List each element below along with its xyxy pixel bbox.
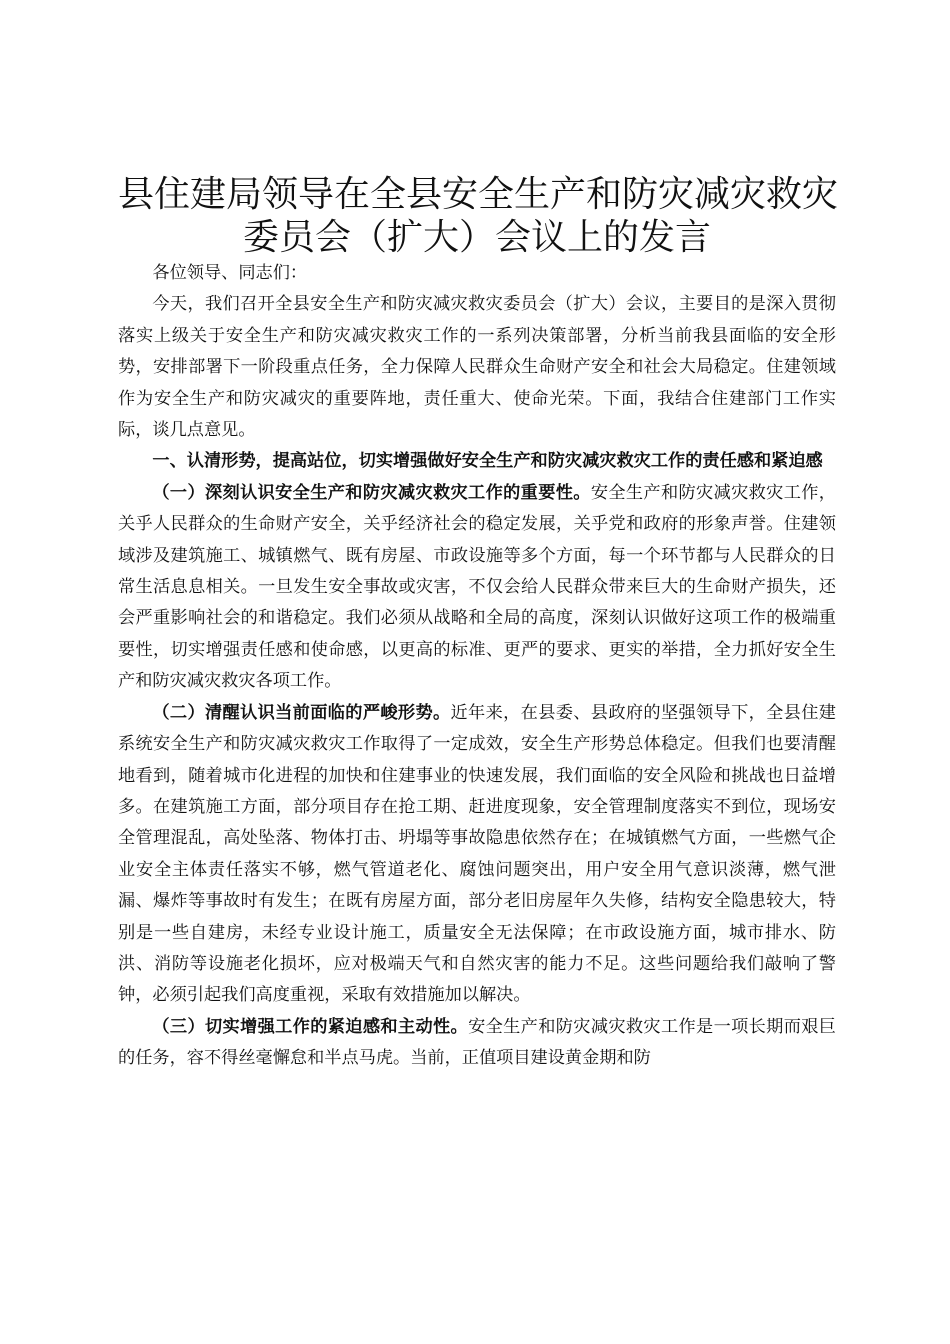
subsection-1-lead: （一）深刻认识安全生产和防灾减灾救灾工作的重要性。	[152, 482, 591, 503]
subsection-3-paragraph	[118, 1012, 836, 1075]
subsection-2-paragraph	[118, 698, 836, 1012]
subsection-3-lead: （三）切实增强工作的紧迫感和主动性。	[152, 1016, 469, 1037]
section-1-heading: 一、认清形势，提高站位，切实增强做好安全生产和防灾减灾救灾工作的责任感和紧迫感	[152, 451, 823, 472]
document-title-line-1: 县住建局领导在全县安全生产和防灾减灾救灾	[118, 174, 839, 215]
subsection-1-text: 安全生产和防灾减灾救灾工作，关乎人民群众的生命财产安全，关乎经济社会的稳定发展，关乎党和政府的形象声誉。住建领域涉及建筑施工、城镇燃气、既有房屋、市政设施等多个方面，每一个环节都与人民群众的日常生活息息相关。一旦发生安全事故或灾害，不仅会给人民群众带来巨大的生命财产损失，还会严重影响社会的和谐稳定。我们必须从战略和全局的高度，深刻认识做好这项工作的极端重要性，切实增强责任感和使命感，以更高的标准、更严的要求、更实的举措，全力抓好安全生产和防灾减灾救灾各项工作。	[118, 482, 836, 692]
subsection-2-text: 近年来，在县委、县政府的坚强领导下，全县住建系统安全生产和防灾减灾救灾工作取得了一定成效，安全生产形势总体稳定。但我们也要清醒地看到，随着城市化进程的加快和住建事业的快速发展，我们面临的安全风险和挑战也日益增多。在建筑施工方面，部分项目存在抢工期、赶进度现象，安全管理制度落实不到位，现场安全管理混乱，高处坠落、物体打击、坍塌等事故隐患依然存在；在城镇燃气方面，一些燃气企业安全主体责任落实不够，燃气管道老化、腐蚀问题突出，用户安全用气意识淡薄，燃气泄漏、爆炸等事故时有发生；在既有房屋方面，部分老旧房屋年久失修，结构安全隐患较大，特别是一些自建房，未经专业设计施工，质量安全无法保障；在市政设施方面，城市排水、防洪、消防等设施老化损坏，应对极端天气和自然灾害的能力不足。这些问题给我们敲响了警钟，必须引起我们高度重视，采取有效措施加以解决。	[118, 702, 836, 1006]
document-page	[118, 0, 839, 1344]
document-body	[118, 258, 836, 1075]
salutation: 各位领导、同志们：	[152, 263, 308, 283]
intro-paragraph: 今天，我们召开全县安全生产和防灾减灾救灾委员会（扩大）会议，主要目的是深入贯彻落实上级关于安全生产和防灾减灾救灾工作的一系列决策部署，分析当前我县面临的安全形势，安排部署下一阶段重点任务，全力保障人民群众生命财产安全和社会大局稳定。住建领域作为安全生产和防灾减灾的重要阵地，责任重大、使命光荣。下面，我结合住建部门工作实际，谈几点意见。	[118, 294, 836, 441]
subsection-2-lead: （二）清醒认识当前面临的严峻形势。	[152, 702, 451, 723]
subsection-1-paragraph	[118, 478, 836, 698]
document-title-line-2: 委员会（扩大）会议上的发言	[242, 217, 711, 258]
subsection-3-text: 安全生产和防灾减灾救灾工作是一项长期而艰巨的任务，容不得丝毫懈怠和半点马虎。当前，正值项目建设黄金期和防	[118, 1016, 836, 1069]
